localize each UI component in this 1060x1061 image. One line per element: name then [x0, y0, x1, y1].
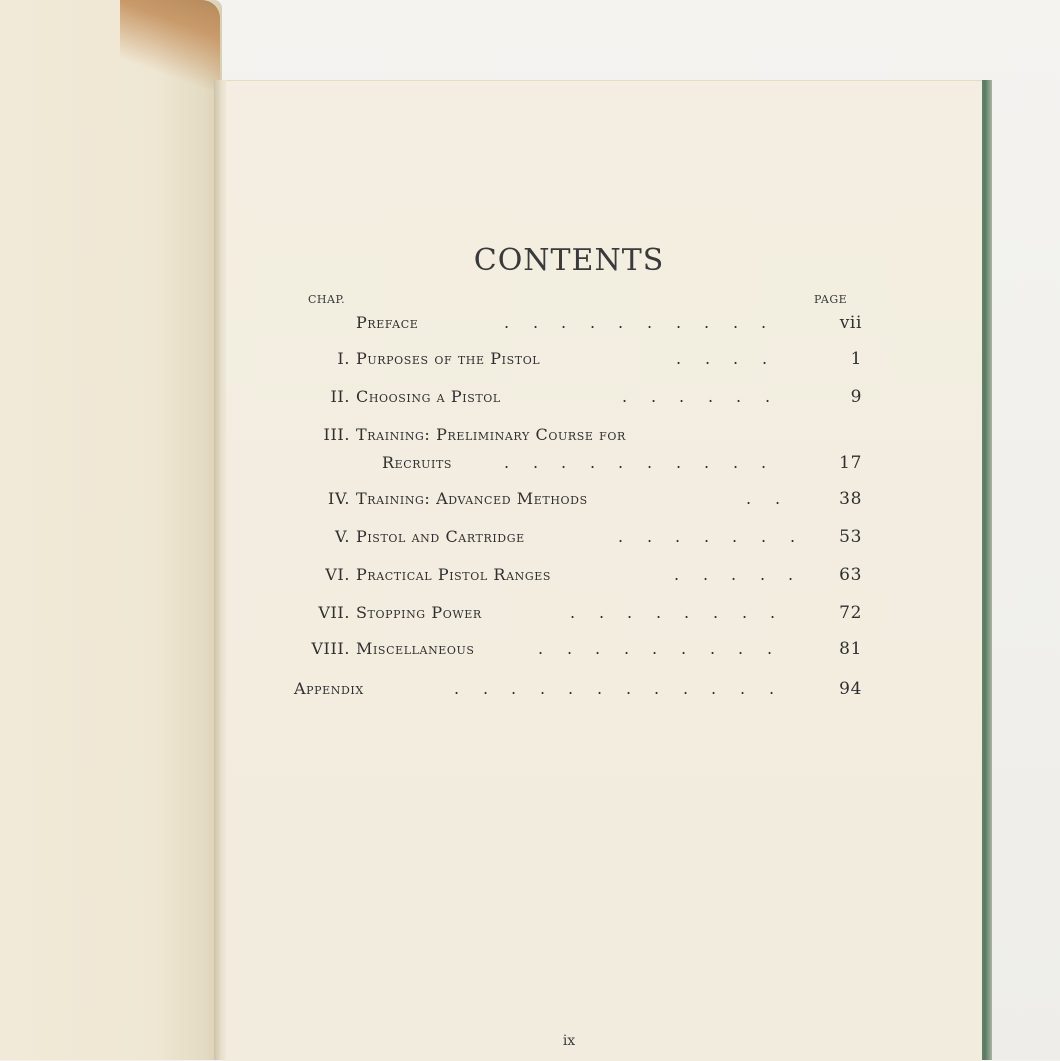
chapter-title: Training: Preliminary Course for: [356, 425, 626, 444]
leader-dots: . . . . . . . . .: [538, 639, 773, 658]
leader-dots: . . . . . . . . . . . .: [454, 679, 775, 698]
page-ref: 38: [839, 489, 862, 509]
page-ref: 63: [839, 565, 862, 585]
leader-dots: . . . . . . . . . .: [504, 313, 767, 332]
column-header-page: PAGE: [814, 293, 848, 306]
book-gutter: [214, 80, 226, 1060]
chapter-number: I .: [337, 349, 350, 368]
toc-entry: [222, 603, 862, 629]
toc-entry: [222, 639, 862, 665]
chapter-number: VI .: [325, 565, 350, 584]
toc-entry: [222, 565, 862, 591]
toc-entry: [222, 313, 862, 339]
page-ref: 94: [839, 679, 862, 699]
page-ref: 1: [850, 349, 862, 369]
chapter-title: Miscellaneous: [356, 639, 475, 658]
toc-entry: [222, 349, 862, 375]
chapter-title: Stopping Power: [356, 603, 482, 622]
toc-entry: [222, 679, 862, 705]
leader-dots: . . . . . . .: [618, 527, 796, 546]
chapter-number: VIII .: [311, 639, 350, 658]
left-page: [0, 0, 222, 1060]
chapter-number: II .: [330, 387, 350, 406]
page-ref: 53: [839, 527, 862, 547]
chapter-title-continued: Recruits: [382, 453, 453, 472]
leader-dots: . . . . . .: [622, 387, 771, 406]
toc-entry: [222, 527, 862, 553]
left-page-corner: [120, 0, 220, 90]
toc-entry: [222, 387, 862, 413]
page-number: ix: [562, 1033, 576, 1049]
chapter-number: III .: [324, 425, 350, 444]
chapter-title: Pistol and Cartridge: [356, 527, 525, 546]
column-header-chap: CHAP.: [308, 293, 346, 306]
leader-dots: . .: [746, 489, 781, 508]
chapter-title: Preface: [356, 313, 419, 332]
toc-entry: [222, 425, 862, 473]
chapter-title: Training: Advanced Methods: [356, 489, 588, 508]
contents-page: [222, 80, 982, 1061]
page-ref: 9: [850, 387, 862, 407]
page-title: CONTENTS: [473, 243, 665, 278]
leader-dots: . . . . . . . . . .: [504, 453, 767, 472]
chapter-number: VII .: [318, 603, 350, 622]
chapter-title: Practical Pistol Ranges: [356, 565, 552, 584]
leader-dots: . . . . . . . .: [570, 603, 776, 622]
leader-dots: . . . .: [676, 349, 768, 368]
page-ref: 17: [839, 453, 862, 473]
chapter-number: IV .: [328, 489, 350, 508]
leader-dots: . . . . .: [674, 565, 794, 584]
chapter-number: V .: [335, 527, 350, 546]
chapter-title: Choosing a Pistol: [356, 387, 501, 406]
page-ref: vii: [839, 313, 862, 333]
chapter-title: Appendix: [294, 679, 364, 698]
toc-entry: [222, 489, 862, 515]
chapter-title: Purposes of the Pistol: [356, 349, 541, 368]
page-ref: 81: [839, 639, 862, 659]
page-ref: 72: [839, 603, 862, 623]
